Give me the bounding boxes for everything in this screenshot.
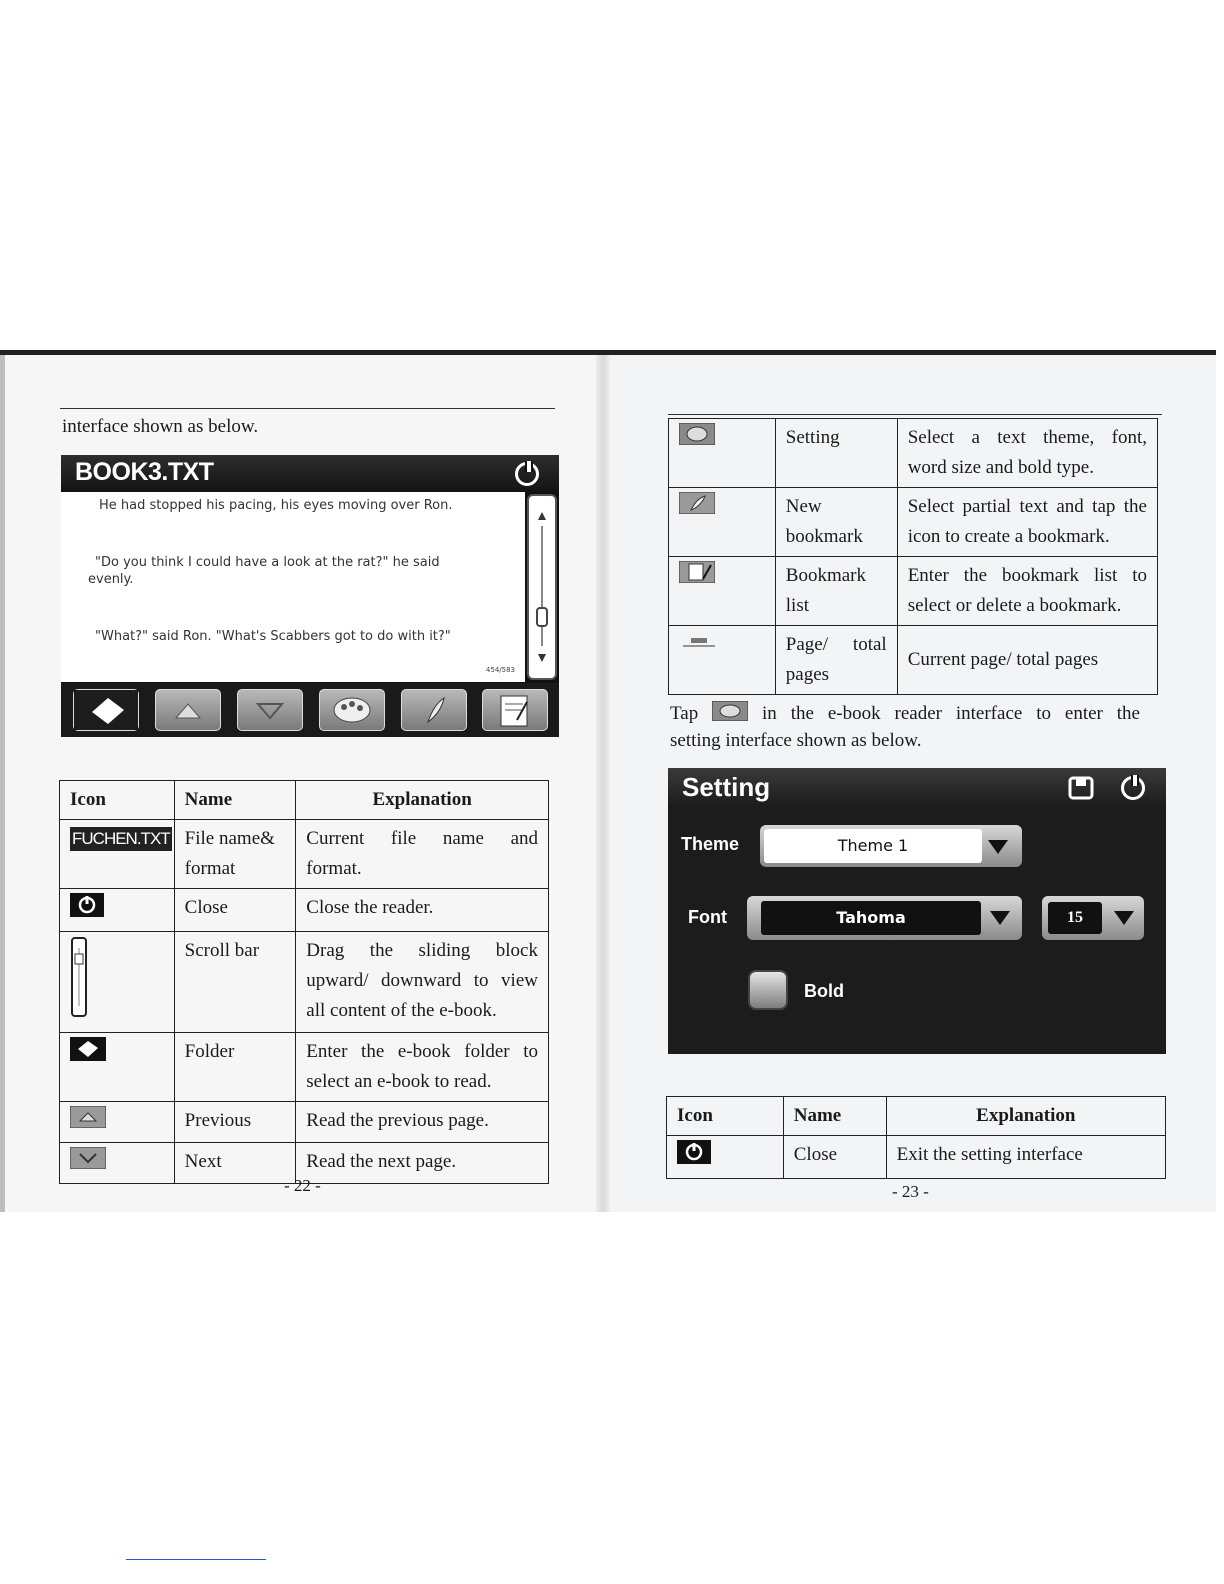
left-icon-table: [59, 780, 549, 1184]
chevron-down-icon: [988, 840, 1008, 854]
table-row: [60, 1102, 549, 1143]
row-name: Next: [174, 1143, 296, 1184]
top-edge: [0, 350, 1216, 355]
row-explanation: select an e-book to read.: [306, 1071, 492, 1092]
setting-icon: [679, 423, 715, 445]
font-dropdown[interactable]: [747, 896, 1022, 940]
row-name: New: [785, 496, 822, 517]
row-name: Page/ total: [785, 634, 887, 655]
close-icon-table: [666, 1096, 1166, 1179]
reader-file-title: BOOK3.TXT: [75, 458, 214, 486]
book-spine: [596, 352, 610, 1212]
page-number: - 22 -: [284, 1176, 321, 1195]
tap-instruction: [670, 701, 1140, 725]
close-icon: [70, 893, 104, 917]
previous-page-icon: [156, 690, 220, 730]
ebook-reader-screenshot: [61, 455, 559, 737]
row-name: pages: [785, 664, 830, 685]
row-explanation: Drag the sliding block: [306, 940, 538, 961]
save-icon[interactable]: [1068, 776, 1094, 800]
close-icon: [677, 1140, 711, 1164]
table-row: [60, 932, 549, 1033]
header-explanation: Explanation: [296, 781, 549, 820]
setting-icon: [320, 690, 384, 730]
header-rule: [668, 414, 1162, 415]
new-bookmark-icon: [679, 492, 715, 514]
reader-page-indicator: 454/583: [485, 666, 515, 674]
setting-icon: [712, 701, 748, 721]
row-name: Setting: [775, 419, 897, 488]
row-name: Scroll bar: [174, 932, 296, 1033]
row-name: list: [785, 595, 810, 616]
row-explanation: word size and bold type.: [907, 457, 1094, 478]
table-header-row: [60, 781, 549, 820]
folder-button[interactable]: [73, 689, 139, 731]
previous-page-button[interactable]: [155, 689, 221, 731]
right-icon-table: [668, 418, 1158, 695]
table-row: [60, 820, 549, 889]
table-row: [669, 419, 1158, 488]
row-name: bookmark: [785, 526, 863, 547]
intro-text: interface shown as below.: [62, 416, 259, 437]
reader-line: "What?" said Ron. "What's Scabbers got to do with it?": [95, 629, 451, 644]
table-row: [60, 1033, 549, 1102]
row-explanation: upward/ downward to view: [306, 970, 538, 991]
row-explanation: Enter the bookmark list to: [907, 565, 1147, 586]
size-dropdown[interactable]: [1042, 896, 1144, 940]
new-bookmark-button[interactable]: [401, 689, 467, 731]
row-explanation: Exit the setting interface: [886, 1136, 1165, 1179]
row-explanation: Enter the e-book folder to: [306, 1041, 538, 1062]
bookmark-list-icon: [679, 561, 715, 583]
row-name: Previous: [174, 1102, 296, 1143]
reader-scroll-bar[interactable]: [527, 494, 557, 680]
next-icon: [70, 1147, 106, 1169]
row-explanation: Read the previous page.: [296, 1102, 549, 1143]
row-explanation: Current file name and: [306, 828, 538, 849]
setting-button[interactable]: [319, 689, 385, 731]
setting-title: Setting: [682, 772, 771, 802]
reader-line: He had stopped his pacing, his eyes moving over Ron.: [99, 498, 453, 513]
theme-value: Theme 1: [764, 829, 982, 863]
row-explanation: Select partial text and tap the: [907, 496, 1147, 517]
new-bookmark-icon: [402, 690, 466, 730]
theme-dropdown[interactable]: [760, 825, 1022, 867]
scroll-bar-icon: [529, 496, 555, 678]
table-row: [60, 889, 549, 932]
row-name: Folder: [174, 1033, 296, 1102]
setting-screenshot: [668, 768, 1166, 1054]
row-explanation: Current page/ total pages: [897, 626, 1157, 695]
bold-checkbox[interactable]: [748, 970, 788, 1010]
row-explanation: Select a text theme, font,: [907, 427, 1147, 448]
row-name: format: [184, 858, 236, 879]
row-explanation: Read the next page.: [296, 1143, 549, 1184]
row-explanation: all content of the e-book.: [306, 1000, 497, 1021]
previous-icon: [70, 1106, 106, 1128]
row-name: Close: [783, 1136, 886, 1179]
row-explanation: select or delete a bookmark.: [907, 595, 1122, 616]
power-icon[interactable]: [515, 462, 539, 486]
font-label: Font: [688, 907, 727, 927]
row-explanation: Close the reader.: [296, 889, 549, 932]
row-explanation: format.: [306, 858, 362, 879]
chevron-down-icon: [990, 911, 1010, 925]
folder-icon: [74, 690, 138, 730]
header-rule: [60, 408, 555, 409]
power-icon[interactable]: [1121, 776, 1145, 800]
chevron-down-icon: [1114, 911, 1134, 925]
table-header-row: [667, 1097, 1166, 1136]
reader-title-bar: [61, 455, 559, 491]
table-row: [669, 626, 1158, 695]
reader-line: "Do you think I could have a look at the rat?" he said: [95, 555, 440, 570]
next-page-icon: [238, 690, 302, 730]
header-explanation: Explanation: [886, 1097, 1165, 1136]
page-edge: [0, 352, 5, 1212]
page-number: - 23 -: [892, 1182, 929, 1201]
page-indicator-icon: [679, 630, 719, 652]
header-icon: Icon: [60, 781, 175, 820]
header-name: Name: [783, 1097, 886, 1136]
file-name-icon: FUCHEN.TXT: [70, 827, 172, 851]
size-value: 15: [1048, 902, 1102, 934]
table-row: [667, 1136, 1166, 1179]
font-value: Tahoma: [761, 901, 981, 935]
tap-text: in the e-book reader interface to enter the: [762, 703, 1140, 724]
bookmark-list-button[interactable]: [482, 689, 548, 731]
bookmark-list-icon: [483, 690, 547, 730]
scroll-bar-icon: [70, 936, 90, 1018]
table-row: [669, 557, 1158, 626]
bold-label: Bold: [804, 981, 844, 1001]
folder-icon: [70, 1037, 106, 1061]
footer-link-line: [126, 1559, 266, 1560]
tap-instruction-line2: setting interface shown as below.: [670, 730, 922, 751]
tap-text: Tap: [670, 703, 699, 724]
reader-line: evenly.: [88, 572, 134, 587]
setting-title-bar: [668, 768, 1166, 806]
row-name: Bookmark: [785, 565, 866, 586]
table-row: [669, 488, 1158, 557]
header-icon: Icon: [667, 1097, 784, 1136]
header-name: Name: [174, 781, 296, 820]
reader-text-area: [61, 492, 525, 682]
theme-label: Theme: [681, 834, 740, 854]
reader-toolbar: [61, 683, 559, 737]
row-explanation: icon to create a bookmark.: [907, 526, 1110, 547]
next-page-button[interactable]: [237, 689, 303, 731]
row-name: File name&: [184, 828, 275, 849]
row-name: Close: [174, 889, 296, 932]
